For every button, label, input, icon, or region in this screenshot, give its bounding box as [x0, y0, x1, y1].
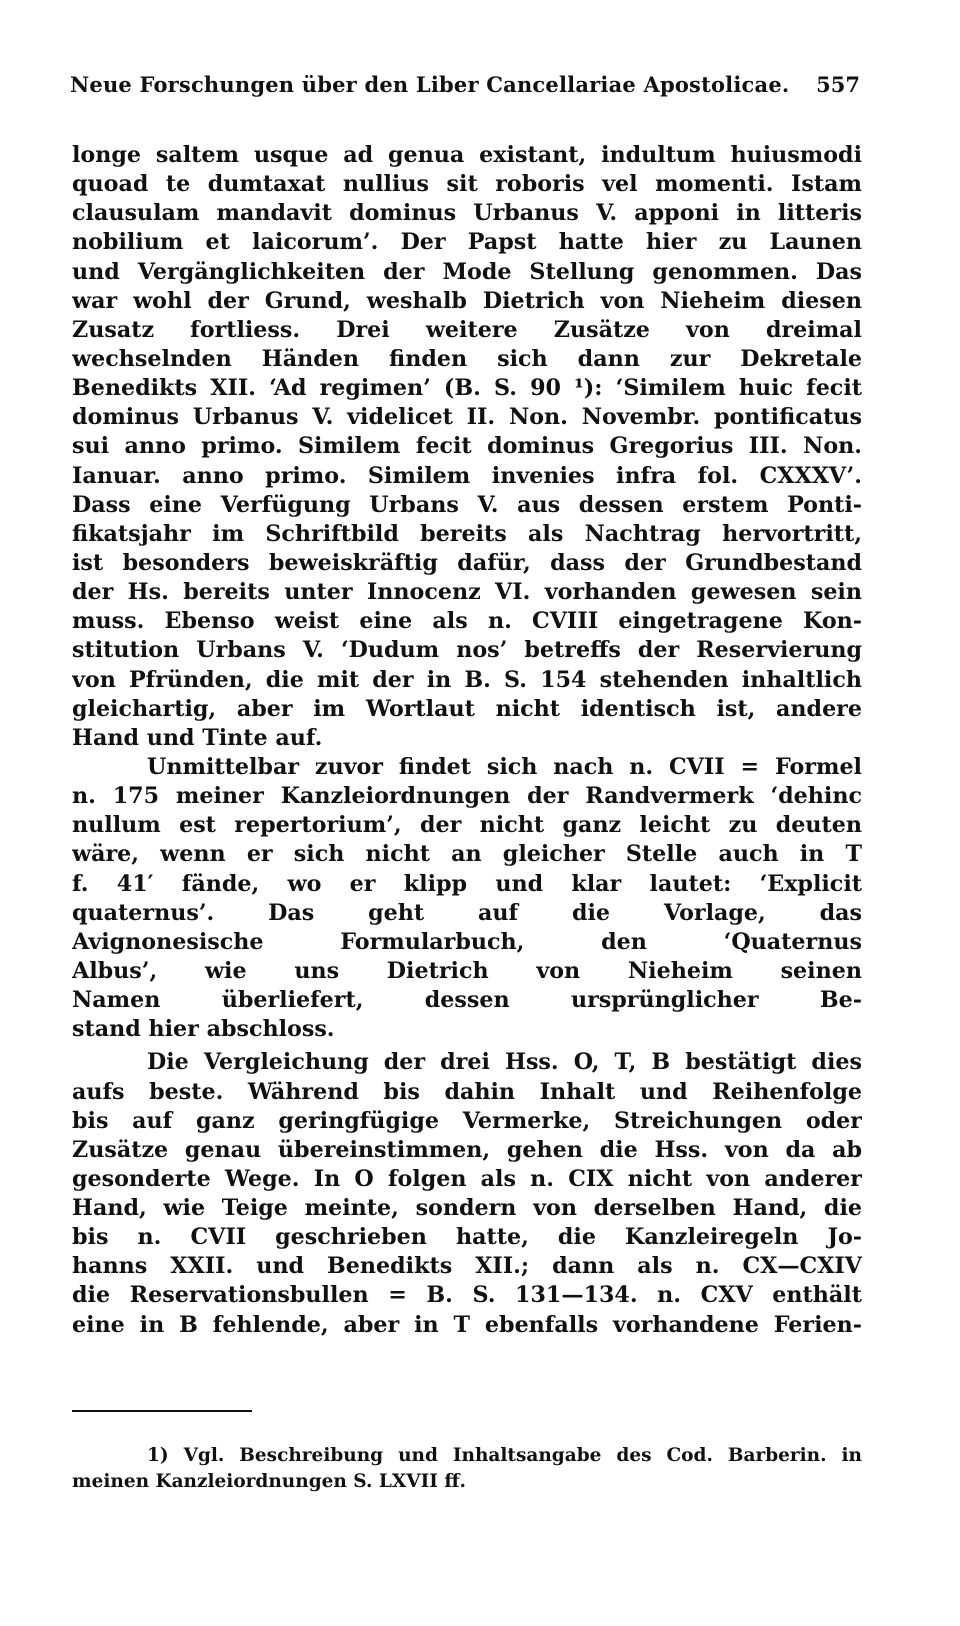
text-line: nullum est repertorium’, der nicht ganz leicht zu deuten	[72, 812, 862, 839]
text-line: fikatsjahr im Schriftbild bereits als Nachtrag hervortritt,	[72, 520, 862, 547]
text-line: Zusatz fortliess. Drei weitere Zusätze von dreimal	[72, 316, 862, 343]
text-line: f. 41′ fände, wo er klipp und klar lautet: ‘Explicit	[72, 870, 862, 897]
text-line: sui anno primo. Similem fecit dominus Gregorius III. Non.	[72, 433, 862, 460]
text-line: hanns XXII. und Benedikts XII.; dann als n. CX—CXIV	[72, 1253, 862, 1280]
paragraph	[72, 141, 862, 753]
paragraph	[72, 1048, 862, 1339]
text-line: der Hs. bereits unter Innocenz VI. vorhanden gewesen sein	[72, 579, 862, 606]
text-line: nobilium et laicorum’. Der Papst hatte hier zu Launen	[72, 229, 862, 256]
text-line: Ianuar. anno primo. Similem invenies infra fol. CXXXV’.	[72, 462, 862, 489]
text-line: stand hier abschloss.	[72, 1016, 335, 1043]
text-line: gleichartig, aber im Wortlaut nicht identisch ist, andere	[72, 695, 862, 722]
text-line: die Reservationsbullen = B. S. 131—134. n. CXV enthält	[72, 1282, 862, 1309]
running-header	[70, 72, 860, 108]
page-number: 557	[816, 72, 860, 97]
text-line: Zusätze genau übereinstimmen, gehen die Hss. von da ab	[72, 1136, 862, 1163]
text-line: wechselnden Händen finden sich dann zur Dekretale	[72, 345, 862, 372]
text-line: bis auf ganz geringfügige Vermerke, Streichungen oder	[72, 1107, 862, 1134]
footnote	[72, 1443, 862, 1495]
text-line: aufs beste. Während bis dahin Inhalt und Reihenfolge	[72, 1078, 862, 1105]
text-line: muss. Ebenso weist eine als n. CVIII eingetragene Kon-	[72, 608, 862, 635]
text-line: eine in B fehlende, aber in T ebenfalls vorhandene Ferien-	[72, 1311, 862, 1338]
text-line: Unmittelbar zuvor findet sich nach n. CVII = Formel	[147, 753, 862, 780]
text-line: bis n. CVII geschrieben hatte, die Kanzleiregeln Jo-	[72, 1224, 862, 1251]
text-line: clausulam mandavit dominus Urbanus V. apponi in litteris	[72, 200, 862, 227]
text-line: wäre, wenn er sich nicht an gleicher Stelle auch in T	[72, 841, 862, 868]
paragraph	[72, 753, 862, 1044]
text-line: quoad te dumtaxat nullius sit roboris vel momenti. Istam	[72, 171, 862, 198]
footnote-line: 1) Vgl. Beschreibung und Inhaltsangabe des Cod. Barberin. in	[147, 1445, 862, 1466]
footnote-divider	[72, 1410, 252, 1412]
text-line: dominus Urbanus V. videlicet II. Non. Novembr. pontificatus	[72, 404, 862, 431]
running-title: Neue Forschungen über den Liber Cancellariae Apostolicae.	[70, 72, 790, 97]
text-line: war wohl der Grund, weshalb Dietrich von Nieheim diesen	[72, 287, 862, 314]
text-line: stitution Urbans V. ‘Dudum nos’ betreffs der Reservierung	[72, 637, 862, 664]
footnote-line: meinen Kanzleiordnungen S. LXVII ff.	[72, 1471, 466, 1492]
text-line: Hand und Tinte auf.	[72, 724, 323, 751]
text-line: Namen überliefert, dessen ursprünglicher Be-	[72, 987, 862, 1014]
text-line: ist besonders beweiskräftig dafür, dass der Grundbestand	[72, 549, 862, 576]
text-line: von Pfründen, die mit der in B. S. 154 stehenden inhaltlich	[72, 666, 862, 693]
text-line: Dass eine Verfügung Urbans V. aus dessen erstem Ponti-	[72, 491, 862, 518]
text-line: Benedikts XII. ‘Ad regimen’ (B. S. 90 ¹): ‘Similem huic fecit	[72, 375, 862, 402]
text-line: Avignonesische Formularbuch, den ‘Quaternus	[72, 928, 862, 955]
text-line: longe saltem usque ad genua existant, indultum huiusmodi	[72, 142, 862, 168]
text-line: Albus’, wie uns Dietrich von Nieheim seinen	[72, 957, 862, 984]
main-text	[72, 141, 862, 1340]
text-line: Hand, wie Teige meinte, sondern von derselben Hand, die	[72, 1195, 862, 1222]
text-line: Die Vergleichung der drei Hss. O, T, B bestätigt dies	[147, 1049, 862, 1076]
text-line: quaternus’. Das geht auf die Vorlage, das	[72, 899, 862, 926]
text-line: n. 175 meiner Kanzleiordnungen der Randvermerk ‘dehinc	[72, 783, 862, 810]
text-line: gesonderte Wege. In O folgen als n. CIX nicht von anderer	[72, 1165, 862, 1192]
text-line: und Vergänglichkeiten der Mode Stellung genommen. Das	[72, 258, 862, 285]
